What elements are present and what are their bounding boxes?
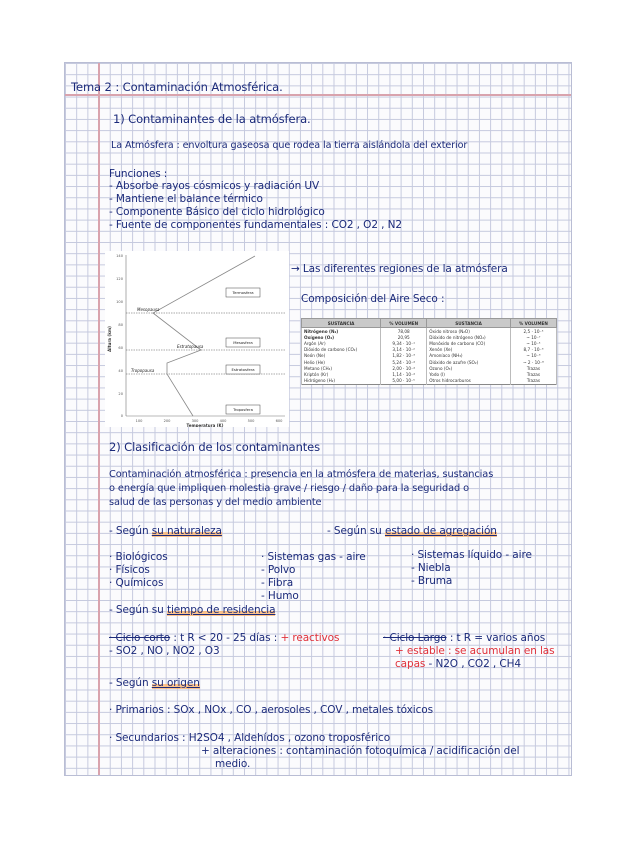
origin-highlight: su origen bbox=[151, 677, 200, 689]
long-cycle-line: · Ciclo Largo : t R = varios años bbox=[383, 632, 546, 644]
short-cycle-line: · Ciclo corto : t R < 20 - 25 días : + reactivos bbox=[109, 632, 340, 644]
by-nature-highlight: su naturaleza bbox=[151, 525, 222, 537]
atmosphere-temperature-chart bbox=[105, 251, 289, 427]
secondary-alterations: + alteraciones : contaminación fotoquímica / acidificación del bbox=[201, 745, 520, 757]
composition-title: Composición del Aire Seco : bbox=[301, 293, 445, 305]
y-tick: 120 bbox=[116, 277, 123, 281]
function-item: - Componente Básico del ciclo hidrológico bbox=[109, 206, 325, 218]
by-state-highlight: estado de agregación bbox=[384, 525, 497, 537]
pause-label-tropopausa: Tropopausa bbox=[131, 368, 155, 373]
y-tick: 80 bbox=[118, 323, 123, 327]
y-axis-label: Altura (km) bbox=[107, 326, 112, 352]
y-tick: 140 bbox=[116, 254, 123, 258]
nature-item: · Físicos bbox=[109, 564, 150, 576]
table-row: Hidrógeno (H₂) 5,00 · 10⁻⁵ Otros hidrocarburos Trazas bbox=[302, 378, 557, 385]
page-left-margin-line bbox=[98, 63, 100, 775]
layer-label-troposfera: Troposfera bbox=[233, 407, 253, 412]
nature-item: · Biológicos bbox=[109, 551, 168, 563]
liquid-air-item: - Bruma bbox=[411, 575, 453, 587]
gas-air-item: - Humo bbox=[261, 590, 299, 602]
x-axis-label: Temperatura (K) bbox=[186, 423, 224, 427]
table-header: SUSTANCIA bbox=[427, 319, 511, 328]
long-cycle-examples-line: capas - N2O , CO2 , CH4 bbox=[395, 658, 521, 670]
x-tick: 500 bbox=[247, 419, 255, 423]
x-tick: 400 bbox=[219, 419, 227, 423]
layer-label-estratosfera: Estratosfera bbox=[231, 367, 255, 372]
liquid-air-title: · Sistemas líquido - aire bbox=[411, 549, 532, 561]
y-tick: 20 bbox=[118, 392, 123, 396]
function-item: - Mantiene el balance térmico bbox=[109, 193, 263, 205]
by-nature-heading: - Según su naturaleza bbox=[109, 525, 222, 537]
y-tick: 100 bbox=[116, 300, 123, 304]
table-row: Oxígeno (O₂) 20,95 Dióxido de nitrógeno (NO₂) ~ 10⁻⁷ bbox=[302, 334, 557, 340]
table-row: Helio (He) 5,24 · 10⁻⁴ Dióxido de azufre (SO₂) ~ 2 · 10⁻⁸ bbox=[302, 359, 557, 365]
x-tick: 300 bbox=[191, 419, 199, 423]
short-cycle-examples: - SO2 , NO , NO2 , O3 bbox=[109, 645, 220, 657]
pollution-definition-line: o energía que impliquen molestia grave / riesgo / daño para la seguridad o bbox=[109, 483, 470, 494]
table-row: Neón (Ne) 1,82 · 10⁻³ Amoníaco (NH₃) ~ 10⁻⁶ bbox=[302, 353, 557, 359]
table-row: Argón (Ar) 9,34 · 10⁻¹ Monóxido de carbono (CO) ~ 10⁻⁵ bbox=[302, 340, 557, 346]
pause-label-mesopausa: Mesopausa bbox=[137, 307, 160, 312]
pause-label-estratopausa: Estratopausa bbox=[177, 344, 204, 349]
gas-air-item: - Polvo bbox=[261, 564, 296, 576]
y-tick: 0 bbox=[120, 414, 123, 418]
pollution-definition-line: salud de las personas y del medio ambiente bbox=[109, 497, 322, 508]
notebook-page bbox=[64, 62, 572, 776]
regions-note: → Las diferentes regiones de la atmósfera bbox=[291, 263, 508, 275]
secondary-alterations-cont: medio. bbox=[215, 758, 251, 770]
table-row: Metano (CH₄) 2,00 · 10⁻⁴ Ozono (O₃) Trazas bbox=[302, 365, 557, 371]
table-row: Nitrógeno (N₂) 78,08 Óxido nitroso (N₂O) 2,5 · 10⁻⁵ bbox=[302, 328, 557, 335]
liquid-air-item: - Niebla bbox=[411, 562, 451, 574]
nature-item: · Químicos bbox=[109, 577, 164, 589]
function-item: - Absorbe rayos cósmicos y radiación UV bbox=[109, 180, 320, 192]
gas-air-item: - Fibra bbox=[261, 577, 294, 589]
page-title: Tema 2 : Contaminación Atmosférica. bbox=[71, 80, 283, 94]
x-tick: 200 bbox=[163, 419, 171, 423]
layer-label-mesosfera: Mesosfera bbox=[233, 340, 253, 345]
section2-heading: 2) Clasificación de los contaminantes bbox=[109, 440, 321, 454]
section1-heading: 1) Contaminantes de la atmósfera. bbox=[113, 112, 311, 126]
atmosphere-definition: La Atmósfera : envoltura gaseosa que rodea la tierra aislándola del exterior bbox=[111, 140, 468, 151]
residence-highlight: tiempo de residencia bbox=[166, 604, 276, 616]
x-tick: 600 bbox=[275, 419, 283, 423]
y-tick: 40 bbox=[118, 369, 123, 373]
primary-pollutants: · Primarios : SOx , NOx , CO , aerosoles , COV , metales tóxicos bbox=[109, 704, 433, 716]
table-header: % VOLUMEN bbox=[510, 319, 556, 328]
dry-air-composition-table bbox=[301, 318, 557, 385]
residence-heading: - Según su tiempo de residencia bbox=[109, 604, 276, 616]
long-cycle-note: + estable : se acumulan en las bbox=[395, 645, 555, 657]
table-row: Dióxido de carbono (CO₂) 3,14 · 10⁻² Xenón (Xe) 8,7 · 10⁻⁶ bbox=[302, 347, 557, 353]
origin-heading: - Según su origen bbox=[109, 677, 200, 689]
table-header: % VOLUMEN bbox=[381, 319, 427, 328]
table-row: Kriptón (Kr) 1,14 · 10⁻⁴ Yodo (I) Trazas bbox=[302, 371, 557, 377]
secondary-pollutants: · Secundarios : H2SO4 , Aldehídos , ozono troposférico bbox=[109, 732, 391, 744]
functions-title: Funciones : bbox=[109, 168, 168, 180]
layer-label-termosfera: Termosfera bbox=[232, 290, 254, 295]
x-tick: 100 bbox=[135, 419, 143, 423]
table-header: SUSTANCIA bbox=[302, 319, 381, 328]
gas-air-title: · Sistemas gas - aire bbox=[261, 551, 366, 563]
function-item: - Fuente de componentes fundamentales : CO2 , O2 , N2 bbox=[109, 219, 402, 231]
pollution-definition-line: Contaminación atmosférica : presencia en la atmósfera de materias, sustancias bbox=[109, 469, 494, 480]
by-state-heading: - Según su estado de agregación bbox=[327, 525, 497, 537]
page-top-margin-line bbox=[65, 94, 571, 96]
y-tick: 60 bbox=[118, 346, 123, 350]
